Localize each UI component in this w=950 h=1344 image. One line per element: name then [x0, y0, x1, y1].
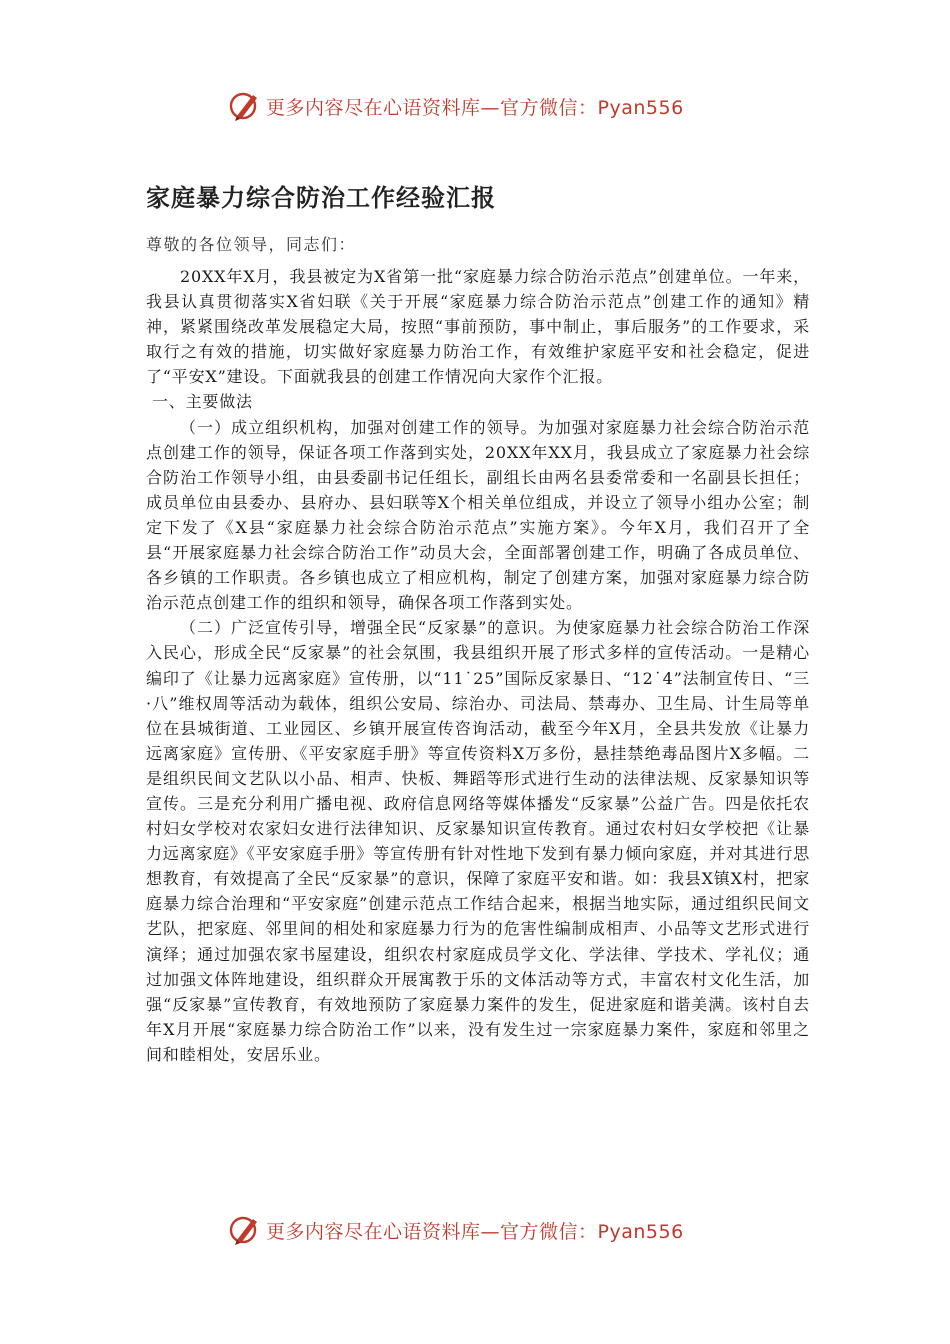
- document-title: 家庭暴力综合防治工作经验汇报: [146, 184, 496, 212]
- header-banner: [228, 88, 728, 124]
- paragraph-publicity: （二）广泛宣传引导，增强全民“反家暴”的意识。为使家庭暴力社会综合防治工作深入民心，形成全民“反家暴”的社会氛围，我县组织开展了形式多样的宣传活动。一是精心编印了《让暴力远离家庭》宣传册，以“11˙25”国际反家暴日、“12˙4”法制宣传日、“三·八”维权周等活动为载体，组织公安局、综治办、司法局、禁毒办、卫生局、计生局等单位在县城街道、工业园区、乡镇开展宣传咨询活动，截至今年X月，全县共发放《让暴力远离家庭》宣传册、《平安家庭手册》等宣传资料X万多份，悬挂禁绝毒品图片X多幅。二是组织民间文艺队以小品、相声、快板、舞蹈等形式进行生动的法律法规、反家暴知识等宣传。三是充分利用广播电视、政府信息网络等媒体播发“反家暴”公益广告。四是依托农村妇女学校对农家妇女进行法律知识、反家暴知识宣传教育。通过农村妇女学校把《让暴力远离家庭》《平安家庭手册》等宣传册有针对性地下发到有暴力倾向家庭，并对其进行思想教育，有效提高了全民“反家暴”的意识，保障了家庭平安和谐。如：我县X镇X村，把家庭暴力综合治理和“平安家庭”创建示范点工作结合起来，根据当地实际，通过组织民间文艺队，把家庭、邻里间的相处和家庭暴力行为的危害性编制成相声、小品等文艺形式进行演绎；通过加强农家书屋建设，组织农村家庭成员学文化、学法律、学技术、学礼仪；通过加强文体阵地建设，组织群众开展寓教于乐的文体活动等方式，丰富农村文化生活，加强“反家暴”宣传教育，有效地预防了家庭暴力案件的发生，促进家庭和谐美满。该村自去年X月开展“家庭暴力综合防治工作”以来，没有发生过一宗家庭暴力案件，家庭和邻里之间和睦相处，安居乐业。: [146, 618, 811, 1064]
- pen-logo-icon: [228, 89, 262, 123]
- banner-text: 更多内容尽在心语资料库—官方微信：Pyan556: [266, 1220, 684, 1243]
- pen-logo-icon: [228, 1213, 262, 1247]
- banner-text: 更多内容尽在心语资料库—官方微信：Pyan556: [266, 96, 684, 119]
- paragraph-organization: （一）成立组织机构，加强对创建工作的领导。为加强对家庭暴力社会综合防治示范点创建工作的领导，保证各项工作落到实处，20XX年XX月，我县成立了家庭暴力社会综合防治工作领导小组，由县委副书记任组长，副组长由两名县委常委和一名副县长担任；成员单位由县委办、县府办、县妇联等X个相关单位组成，并设立了领导小组办公室；制定下发了《X县“家庭暴力社会综合防治示范点”实施方案》。今年X月，我们召开了全县“开展家庭暴力社会综合防治工作”动员大会，全面部署创建工作，明确了各成员单位、各乡镇的工作职责。各乡镇也成立了相应机构，制定了创建方案，加强对家庭暴力综合防治示范点创建工作的组织和领导，确保各项工作落到实处。: [146, 417, 810, 613]
- footer-banner: [228, 1212, 728, 1248]
- paragraph-intro: 20XX年X月，我县被定为X省第一批“家庭暴力综合防治示范点”创建单位。一年来，我县认真贯彻落实X省妇联《关于开展“家庭暴力综合防治示范点”创建工作的通知》精神，紧紧围绕改革发展稳定大局，按照“事前预防，事中制止，事后服务”的工作要求，采取行之有效的措施，切实做好家庭暴力防治工作，有效维护家庭平安和社会稳定，促进了“平安X”建设。下面就我县的创建工作情况向大家作个汇报。: [146, 267, 810, 387]
- document-body: [146, 264, 810, 1067]
- greeting: 尊敬的各位领导，同志们：: [146, 235, 357, 254]
- section-heading: 一、主要做法: [152, 392, 253, 412]
